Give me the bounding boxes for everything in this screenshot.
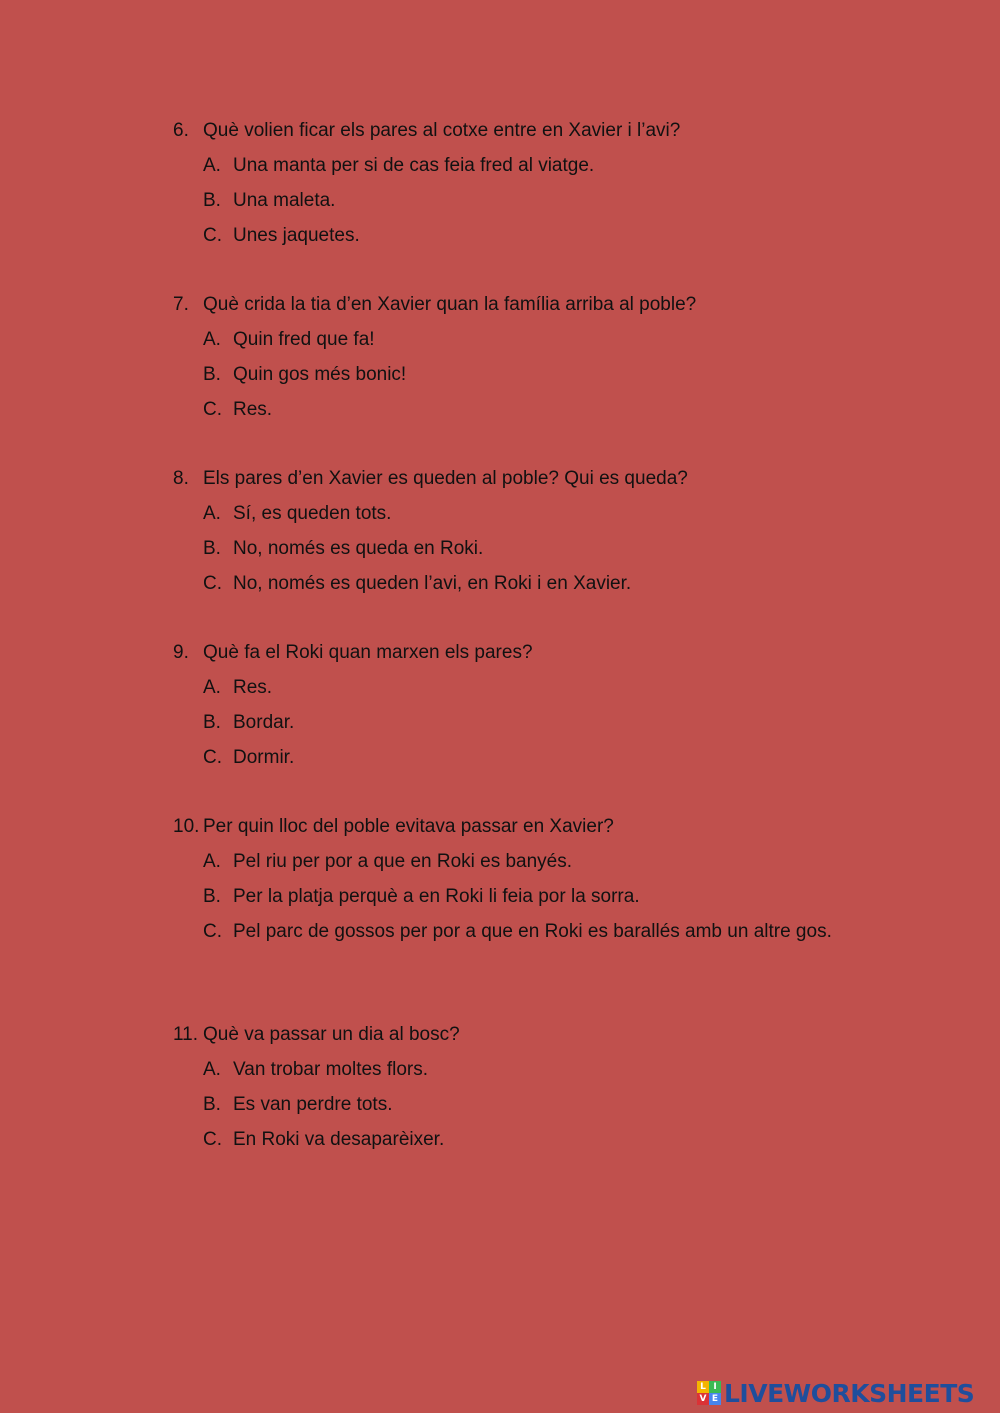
option-letter: C.: [203, 1129, 222, 1150]
option-letter: B.: [203, 1094, 221, 1115]
liveworksheets-brand[interactable]: [697, 1378, 974, 1408]
logo-letter: L: [697, 1381, 709, 1393]
option-6b[interactable]: [173, 183, 853, 218]
question-text: Per quin lloc del poble evitava passar en Xavier?: [203, 816, 614, 837]
option-text: Pel parc de gossos per por a que en Roki es barallés amb un altre gos.: [233, 921, 832, 942]
option-letter: C.: [203, 747, 222, 768]
option-letter: B.: [203, 712, 221, 733]
option-letter: A.: [203, 329, 221, 350]
question-text: Què volien ficar els pares al cotxe entre en Xavier i l’avi?: [203, 120, 681, 141]
option-letter: A.: [203, 1059, 221, 1080]
option-letter: A.: [203, 503, 221, 524]
option-text: Res.: [233, 399, 273, 420]
question-11: [173, 1017, 853, 1157]
option-text: No, només es queda en Roki.: [233, 538, 484, 559]
option-11c[interactable]: [173, 1122, 853, 1157]
option-text: No, només es queden l’avi, en Roki i en Xavier.: [233, 573, 632, 594]
liveworksheets-logo-icon: [697, 1381, 721, 1405]
logo-letter: V: [697, 1393, 709, 1405]
question-text: Què va passar un dia al bosc?: [203, 1024, 460, 1045]
option-9c[interactable]: [173, 740, 853, 775]
option-7b[interactable]: [173, 357, 853, 392]
option-letter: B.: [203, 190, 221, 211]
option-11a[interactable]: [173, 1052, 853, 1087]
question-10: [173, 809, 853, 949]
option-letter: C.: [203, 399, 222, 420]
question-number: 10.: [173, 816, 200, 837]
option-7c[interactable]: [173, 392, 853, 427]
option-7a[interactable]: [173, 322, 853, 357]
option-text: Unes jaquetes.: [233, 225, 360, 246]
question-text: Els pares d’en Xavier es queden al poble? Qui es queda?: [203, 468, 688, 489]
option-text: Sí, es queden tots.: [233, 503, 392, 524]
option-letter: C.: [203, 921, 222, 942]
question-number: 8.: [173, 468, 189, 489]
question-9: [173, 635, 853, 775]
option-8c[interactable]: [173, 566, 853, 601]
option-10b[interactable]: [173, 879, 853, 914]
option-8a[interactable]: [173, 496, 853, 531]
question-11-line: [173, 1017, 853, 1052]
question-number: 6.: [173, 120, 189, 141]
option-letter: A.: [203, 155, 221, 176]
option-6c[interactable]: [173, 218, 853, 253]
question-number: 11.: [173, 1024, 199, 1045]
option-8b[interactable]: [173, 531, 853, 566]
option-letter: B.: [203, 364, 221, 385]
question-8: [173, 461, 853, 601]
option-text: En Roki va desaparèixer.: [233, 1129, 445, 1150]
question-7-line: [173, 287, 853, 322]
question-8-line: [173, 461, 853, 496]
option-10c[interactable]: [173, 914, 853, 949]
logo-letter: E: [709, 1393, 721, 1405]
option-6a[interactable]: [173, 148, 853, 183]
option-letter: B.: [203, 886, 221, 907]
option-letter: C.: [203, 573, 222, 594]
option-text: Quin gos més bonic!: [233, 364, 407, 385]
brand-name: LIVEWORKSHEETS: [724, 1378, 975, 1408]
question-7: [173, 287, 853, 427]
question-number: 9.: [173, 642, 189, 663]
option-text: Res.: [233, 677, 273, 698]
question-9-line: [173, 635, 853, 670]
option-9a[interactable]: [173, 670, 853, 705]
option-letter: B.: [203, 538, 221, 559]
question-number: 7.: [173, 294, 189, 315]
question-6: [173, 113, 853, 253]
option-text: Van trobar moltes flors.: [233, 1059, 429, 1080]
question-text: Què fa el Roki quan marxen els pares?: [203, 642, 533, 663]
option-9b[interactable]: [173, 705, 853, 740]
option-text: Una manta per si de cas feia fred al viatge.: [233, 155, 595, 176]
question-6-line: [173, 113, 853, 148]
option-text: Bordar.: [233, 712, 295, 733]
option-letter: A.: [203, 677, 221, 698]
option-text: Per la platja perquè a en Roki li feia por la sorra.: [233, 886, 640, 907]
option-letter: A.: [203, 851, 221, 872]
option-letter: C.: [203, 225, 222, 246]
option-text: Una maleta.: [233, 190, 336, 211]
option-10a[interactable]: [173, 844, 853, 879]
option-text: Dormir.: [233, 747, 295, 768]
question-10-line: [173, 809, 853, 844]
logo-letter: I: [709, 1381, 721, 1393]
option-text: Quin fred que fa!: [233, 329, 375, 350]
question-text: Què crida la tia d’en Xavier quan la família arriba al poble?: [203, 294, 697, 315]
option-text: Es van perdre tots.: [233, 1094, 393, 1115]
option-11b[interactable]: [173, 1087, 853, 1122]
option-text: Pel riu per por a que en Roki es banyés.: [233, 851, 573, 872]
